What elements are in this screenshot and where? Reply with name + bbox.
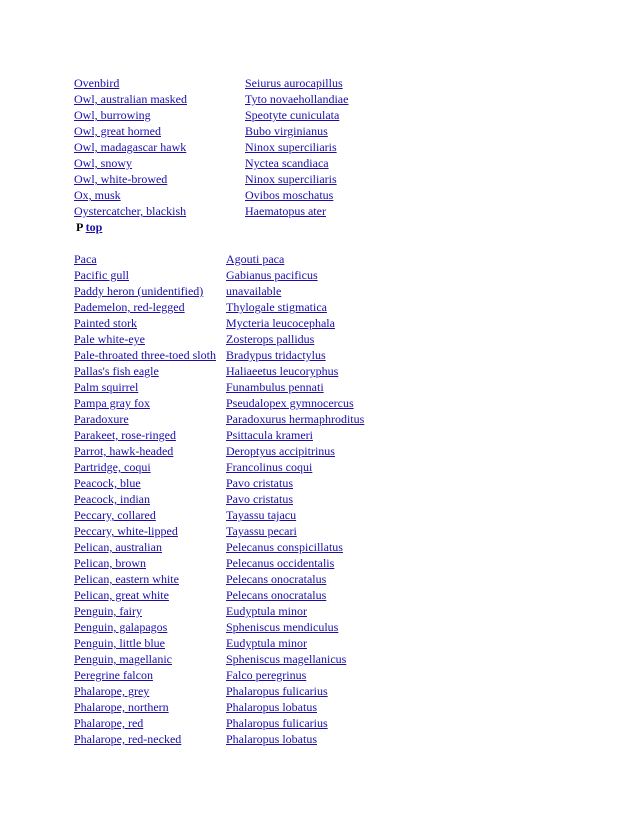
common-name-link[interactable]: Palm squirrel	[74, 380, 139, 394]
scientific-name-link[interactable]: Ovibos moschatus	[245, 188, 334, 202]
scientific-name-link[interactable]: Pavo cristatus	[226, 476, 293, 490]
common-name-link[interactable]: Owl, snowy	[74, 156, 133, 170]
common-name-link[interactable]: Peacock, indian	[74, 492, 150, 506]
scientific-name-link[interactable]: Psittacula krameri	[226, 428, 313, 442]
scientific-name-link[interactable]: Zosterops pallidus	[226, 332, 315, 346]
scientific-name-link[interactable]: Haematopus ater	[245, 204, 326, 218]
scientific-name-link[interactable]: Eudyptula minor	[226, 636, 307, 650]
common-name-link[interactable]: Owl, australian masked	[74, 92, 187, 106]
common-name-link[interactable]: Peccary, collared	[74, 508, 156, 522]
common-name-link[interactable]: Ox, musk	[74, 188, 121, 202]
scientific-name-link[interactable]: Pelecans onocratalus	[226, 572, 327, 586]
common-name-link[interactable]: Parakeet, rose-ringed	[74, 428, 176, 442]
common-name-link[interactable]: Pelican, eastern white	[74, 572, 179, 586]
common-name-link[interactable]: Phalarope, red-necked	[74, 732, 182, 746]
common-name-link[interactable]: Ovenbird	[74, 76, 120, 90]
common-name-link[interactable]: Phalarope, red	[74, 716, 144, 730]
common-name-link[interactable]: Pallas's fish eagle	[74, 364, 159, 378]
common-name-link[interactable]: Phalarope, grey	[74, 684, 150, 698]
common-name-link[interactable]: Owl, burrowing	[74, 108, 151, 122]
scientific-name-link[interactable]: Phalaropus lobatus	[226, 732, 317, 746]
common-name-link[interactable]: Paddy heron (unidentified)	[74, 284, 204, 298]
scientific-name-link[interactable]: Mycteria leucocephala	[226, 316, 335, 330]
common-name-link[interactable]: Pademelon, red-legged	[74, 300, 185, 314]
scientific-name-link[interactable]: Speotyte cuniculata	[245, 108, 340, 122]
scientific-name-link[interactable]: Phalaropus fulicarius	[226, 684, 328, 698]
scientific-name-link[interactable]: Tayassu pecari	[226, 524, 297, 538]
common-name-link[interactable]: Pelican, australian	[74, 540, 162, 554]
scientific-name-link[interactable]: Spheniscus magellanicus	[226, 652, 347, 666]
common-name-link[interactable]: Penguin, fairy	[74, 604, 142, 618]
scientific-name-link[interactable]: Tayassu tajacu	[226, 508, 297, 522]
common-name-link[interactable]: Paca	[74, 252, 97, 266]
common-name-link[interactable]: Owl, white-browed	[74, 172, 168, 186]
scientific-name-link[interactable]: Thylogale stigmatica	[226, 300, 327, 314]
common-name-link[interactable]: Peccary, white-lipped	[74, 524, 178, 538]
scientific-name-link[interactable]: Pelecans onocratalus	[226, 588, 327, 602]
common-name-link[interactable]: Oystercatcher, blackish	[74, 204, 187, 218]
scientific-name-link[interactable]: Spheniscus mendiculus	[226, 620, 339, 634]
common-name-link[interactable]: Partridge, coqui	[74, 460, 151, 474]
scientific-name-link[interactable]: Tyto novaehollandiae	[245, 92, 349, 106]
scientific-name-link[interactable]: Phalaropus fulicarius	[226, 716, 328, 730]
common-name-link[interactable]: Painted stork	[74, 316, 137, 330]
scientific-name-link[interactable]: Falco peregrinus	[226, 668, 307, 682]
common-name-link[interactable]: Pelican, great white	[74, 588, 169, 602]
section-p-header	[76, 219, 102, 235]
scientific-name-link[interactable]: Agouti paca	[226, 252, 285, 266]
common-name-link[interactable]: Phalarope, northern	[74, 700, 169, 714]
common-name-link[interactable]: Peregrine falcon	[74, 668, 153, 682]
scientific-name-link[interactable]: Paradoxurus hermaphroditus	[226, 412, 365, 426]
scientific-name-link[interactable]: Seiurus aurocapillus	[245, 76, 343, 90]
scientific-name-link[interactable]: Funambulus pennati	[226, 380, 324, 394]
scientific-name-link[interactable]: Haliaeetus leucoryphus	[226, 364, 339, 378]
common-name-link[interactable]: Pale-throated three-toed sloth	[74, 348, 216, 362]
common-name-link[interactable]: Pacific gull	[74, 268, 129, 282]
common-name-link[interactable]: Penguin, little blue	[74, 636, 165, 650]
scientific-name-link[interactable]: Ninox superciliaris	[245, 140, 337, 154]
scientific-name-link[interactable]: Eudyptula minor	[226, 604, 307, 618]
section-letter: P	[76, 220, 83, 234]
scientific-name-link[interactable]: Pavo cristatus	[226, 492, 293, 506]
scientific-name-link[interactable]: Phalaropus lobatus	[226, 700, 317, 714]
scientific-name-link[interactable]: Gabianus pacificus	[226, 268, 318, 282]
scientific-name-link[interactable]: Francolinus coqui	[226, 460, 313, 474]
scientific-name-link[interactable]: Pelecanus occidentalis	[226, 556, 335, 570]
common-name-link[interactable]: Owl, madagascar hawk	[74, 140, 187, 154]
common-name-link[interactable]: Parrot, hawk-headed	[74, 444, 174, 458]
common-name-link[interactable]: Paradoxure	[74, 412, 129, 426]
top-link[interactable]: top	[85, 220, 103, 234]
scientific-name-link[interactable]: Bubo virginianus	[245, 124, 328, 138]
scientific-name-link[interactable]: Pelecanus conspicillatus	[226, 540, 343, 554]
scientific-name-link[interactable]: Ninox superciliaris	[245, 172, 337, 186]
scientific-name-link[interactable]: Bradypus tridactylus	[226, 348, 326, 362]
common-name-link[interactable]: Pelican, brown	[74, 556, 146, 570]
scientific-name-link[interactable]: Deroptyus accipitrinus	[226, 444, 335, 458]
common-name-link[interactable]: Penguin, galapagos	[74, 620, 168, 634]
common-name-link[interactable]: Pale white-eye	[74, 332, 145, 346]
scientific-name-link[interactable]: unavailable	[226, 284, 282, 298]
common-name-link[interactable]: Owl, great horned	[74, 124, 161, 138]
common-name-link[interactable]: Peacock, blue	[74, 476, 141, 490]
common-name-link[interactable]: Penguin, magellanic	[74, 652, 172, 666]
scientific-name-link[interactable]: Pseudalopex gymnocercus	[226, 396, 354, 410]
common-name-link[interactable]: Pampa gray fox	[74, 396, 150, 410]
scientific-name-link[interactable]: Nyctea scandiaca	[245, 156, 329, 170]
